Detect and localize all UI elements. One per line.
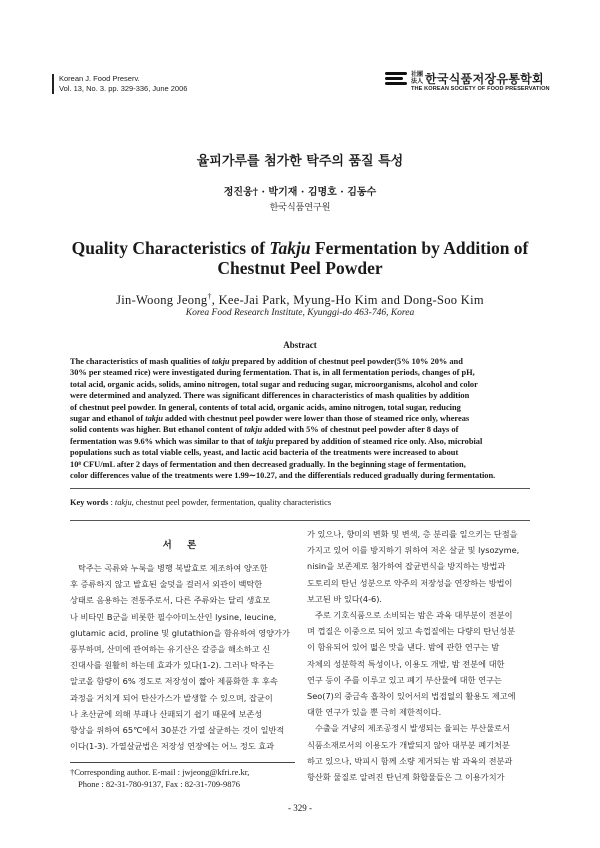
footnote-divider <box>70 762 295 763</box>
title-en-part3: Fermentation by Addition of <box>310 238 529 258</box>
body-line: 며 껍질은 이중으로 되어 있고 속껍질에는 다량의 탄닌성분 <box>307 626 516 637</box>
society-name-en: THE KOREAN SOCIETY OF FOOD PRESERVATION <box>411 86 550 92</box>
authors-english <box>0 292 600 308</box>
body-line: 진대사를 원활히 하는데 효과가 있다(1-2). 그러나 탁주는 <box>70 660 275 671</box>
abstract-heading: Abstract <box>283 340 317 350</box>
keywords-list: , chestnut peel powder, fermentation, quality characteristics <box>131 498 332 507</box>
body-line: 도토리의 탄닌 성분으로 약주의 저장성을 연장하는 방법이 <box>307 577 513 588</box>
keywords <box>70 498 530 507</box>
abstract-line: The characteristics of mash qualities of takju prepared by addition of chestnut peel powder(5% 10% 20% and <box>70 357 463 366</box>
footnote-corresponding: †Corresponding author. E-mail : jwjeong@kfri.re.kr, <box>70 767 250 777</box>
abstract-line: fermentation was 9.6% which was similar to that of takju prepared by addition of steamed rice only. Also, microbial <box>70 436 483 446</box>
abstract-line: of chestnut peel powder. In general, contents of total acid, organic acids, amino nitrogen, total sugar, reducing <box>70 402 461 412</box>
body-line: 알코올 함량이 6% 정도로 저장성이 짧아 제품화한 후 후속 <box>70 676 278 687</box>
body-line: glutamic acid, proline 및 glutathion을 함유하여 영양가가 <box>70 627 290 638</box>
title-en-line2: Chestnut Peel Powder <box>217 258 383 278</box>
body-line: 상태로 음용하는 전통주로서, 다른 주류와는 달리 생효모 <box>70 595 271 606</box>
title-english <box>0 238 600 278</box>
abstract-line: solid contents was higher. But ethanol content of takju added with 5% of chestnut peel powder after 8 days of <box>70 425 459 435</box>
society-name-kr: 한국식품저장유통학회 <box>425 72 544 86</box>
body-line: 후 증류하지 않고 발효된 술덧을 걸러서 외관이 백탁한 <box>70 579 263 590</box>
abstract-line: total acid, organic acids, solids, amino nitrogen, total sugar and reducing sugar, microorganisms, alcohol and color <box>70 379 478 389</box>
divider-bottom <box>70 520 530 521</box>
title-en-takju: Takju <box>269 238 311 258</box>
body-line: 가지고 있어 이를 방지하기 위하여 저온 살균 및 lysozyme, <box>307 545 520 556</box>
left-column <box>70 560 295 754</box>
body-line: 하고 있으나, 박피시 함께 소량 제거되는 밤 과육의 전분과 <box>307 755 513 766</box>
journal-volume: Vol. 13, No. 3. pp. 329-336, June 2006 <box>59 84 188 93</box>
body-line: 주로 기호식품으로 소비되는 밤은 과육 대부분이 전분이 <box>315 610 513 621</box>
footnote <box>70 766 300 790</box>
journal-name: Korean J. Food Preserv. <box>59 74 140 83</box>
journal-citation <box>52 74 187 94</box>
body-line: 나 비타민 B군을 비롯한 필수아미노산인 lysine, leucine, <box>70 611 277 622</box>
body-line: 보고된 바 있다(4-6). <box>307 593 383 604</box>
page-number: - 329 - <box>288 803 312 813</box>
society-header <box>385 70 555 96</box>
right-column <box>307 526 532 785</box>
abstract-line: 30% per steamed rice) were investigated during fermentation. That is, in all fermentation periods, changes of pH, <box>70 368 475 378</box>
title-en-part1: Quality Characteristics of <box>71 238 270 258</box>
society-seal: 社團法人 <box>411 71 424 85</box>
body-line: 가 있으나, 향미의 변화 및 변색, 층 분리를 일으키는 단점을 <box>307 529 518 539</box>
divider-top <box>70 488 530 489</box>
section-heading-introduction: 서 론 <box>162 540 203 551</box>
abstract-line: populations such as total viable cells, yeast, and lactic acid bacteria of the treatments were increased to about <box>70 448 459 458</box>
body-line: 대한 연구가 있을 뿐 극히 제한적이다. <box>307 707 442 718</box>
body-line: 항산화 물질로 알려진 탄닌계 화합물들은 그 이용가치가 <box>307 772 505 783</box>
keyword-takju: takju <box>114 498 132 507</box>
abstract-line: color differences value of the treatments were 1.99∼10.27, and the differentials reduced gradually during fermentation. <box>70 471 496 481</box>
body-line: 풍부하며, 산미에 관여하는 유기산은 갈증을 해소하고 신 <box>70 644 271 655</box>
authors-rest: , Kee-Jai Park, Myung-Ho Kim and Dong-Soo Kim <box>211 293 484 308</box>
body-line: 이 함유되어 있어 떫은 맛을 낸다. 밤에 관한 연구는 밤 <box>307 642 500 653</box>
body-line: 식품소재로서의 이용도가 개발되지 않아 대부분 폐기처분 <box>307 739 510 750</box>
body-line: 자체의 성분학적 특성이나, 이용도 개발, 밤 전분에 대한 <box>307 658 505 669</box>
keywords-sep: : <box>108 498 115 507</box>
institution-english: Korea Food Research Institute, Kyunggi-do 463-746, Korea <box>185 308 415 318</box>
keywords-label: Key words <box>70 498 109 507</box>
footnote-contact: Phone : 82-31-780-9137, Fax : 82-31-709-9876 <box>78 779 240 789</box>
body-line: Seo(7)의 중금속 흡착이 있어서의 법접없의 활용도 제고에 <box>307 691 516 702</box>
abstract-line: were determined and analyzed. There was significant differences in characteristics of mash qualities by addition <box>70 391 470 401</box>
body-line: 탁주는 곡류와 누룩을 병행 복발효로 제조하여 양조한 <box>78 563 268 573</box>
body-line: 과정을 거치게 되어 탄산가스가 발생할 수 있으며, 잡균이 <box>70 692 273 703</box>
body-line: 향상을 위하여 65℃에서 30분간 가열 살균하는 것이 일반적 <box>70 725 285 736</box>
abstract-line: sugar and ethanol of takju added with chestnut peel powder were lower than those of steamed rice only, whereas <box>70 414 470 424</box>
author-dagger: † <box>207 292 212 301</box>
authors-korean: 정진웅† · 박기재 · 김명호 · 김동수 <box>223 187 377 198</box>
society-logo-icon <box>385 72 407 90</box>
author-first: Jin-Woong Jeong <box>116 293 208 308</box>
body-line: 수출을 겨냥의 제조공정시 발생되는 율피는 부산물로서 <box>315 723 510 734</box>
body-line: 이다(1-3). 가열살균법은 저장성 연장에는 어느 정도 효과 <box>70 741 275 752</box>
body-line: 나 초산균에 의해 부패나 산패되기 쉽기 때문에 보존성 <box>70 708 263 719</box>
abstract-line: 10⁸ CFU/mL after 2 days of fermentation and then decreased gradually. In the beginning stage of fermentation, <box>70 459 466 469</box>
body-line: 연구 등이 주를 이루고 있고 폐기 부산물에 대한 연구는 <box>307 674 502 685</box>
title-korean: 율피가루를 첨가한 탁주의 품질 특성 <box>196 154 404 169</box>
institution-korean: 한국식품연구원 <box>269 203 331 213</box>
body-line: nisin을 보존제로 첨가하여 잡균번식을 방지하는 방법과 <box>307 561 506 572</box>
abstract-body <box>70 356 530 481</box>
